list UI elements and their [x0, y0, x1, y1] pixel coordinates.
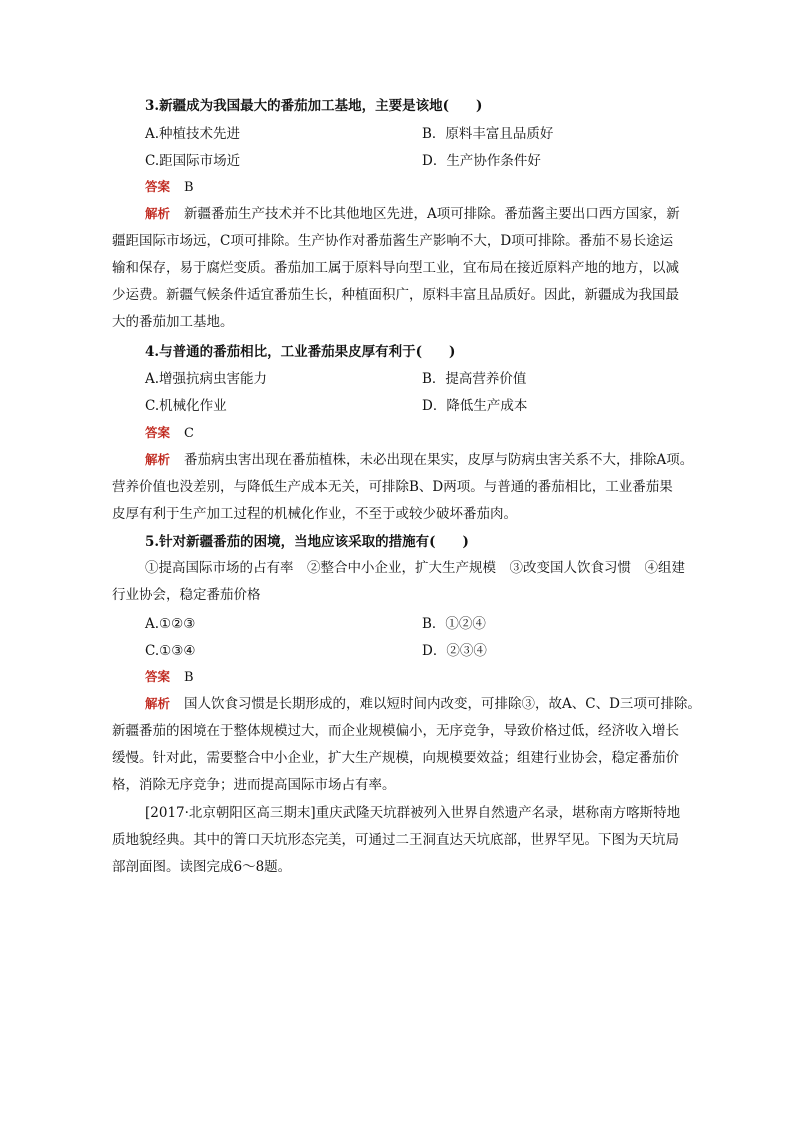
- intro-line: 部剖面图。读图完成6～8题。: [112, 859, 292, 875]
- question-5-answer: [145, 667, 194, 688]
- analysis-label: 解析: [145, 452, 171, 467]
- question-5-analysis: [112, 690, 702, 799]
- analysis-line: 疆距国际市场远，C项可排除。生产协作对番茄酱生产影响不大，D项可排除。番茄不易长途运: [112, 233, 674, 249]
- question-3-option-a: A.种植技术先进: [145, 126, 241, 142]
- question-5-option-c: C.①③④: [145, 643, 196, 659]
- analysis-line: 输和保存，易于腐烂变质。番茄加工属于原料导向型工业，宜布局在接近原料产地的地方，以减: [112, 260, 679, 276]
- analysis-line: 新疆番茄生产技术并不比其他地区先进，A项可排除。番茄酱主要出口西方国家，新: [184, 206, 680, 222]
- question-4-answer: [145, 423, 194, 444]
- analysis-line: 皮厚有利于生产加工过程的机械化作业，不至于或较少破坏番茄肉。: [112, 506, 517, 522]
- answer-label: 答案: [145, 425, 171, 440]
- answer-value: B: [184, 180, 194, 195]
- analysis-line: 缓慢。针对此，需要整合中小企业，扩大生产规模，向规模要效益；组建行业协会，稳定番茄价: [112, 750, 679, 766]
- question-5-statements: [112, 555, 702, 609]
- analysis-label: 解析: [145, 206, 171, 221]
- question-3-stem: 3.新疆成为我国最大的番茄加工基地，主要是该地( ): [145, 98, 483, 114]
- analysis-line: 番茄病虫害出现在番茄植株，未必出现在果实，皮厚与防病虫害关系不大，排除A项。: [184, 452, 694, 468]
- question-3-answer: [145, 177, 194, 198]
- question-5-option-b: B．①②④: [422, 616, 486, 632]
- analysis-line: 新疆番茄的困境在于整体规模过大，而企业规模偏小，无序竞争，导致价格过低，经济收入增长: [112, 723, 679, 739]
- question-3-analysis: [112, 200, 702, 336]
- analysis-line: 格，消除无序竞争；进而提高国际市场占有率。: [112, 777, 396, 793]
- analysis-line: 大的番茄加工基地。: [112, 314, 234, 330]
- answer-label: 答案: [145, 669, 171, 684]
- question-4-option-a: A.增强抗病虫害能力: [145, 371, 268, 387]
- question-4-option-c: C.机械化作业: [145, 398, 227, 414]
- question-5-stem: 5.针对新疆番茄的困境，当地应该采取的措施有( ): [145, 534, 469, 550]
- question-5-option-a: A.①②③: [145, 616, 196, 632]
- question-3-option-d: D．生产协作条件好: [422, 153, 541, 169]
- analysis-line: 营养价值也没差别，与降低生产成本无关，可排除B、D两项。与普通的番茄相比，工业番茄果: [112, 479, 673, 495]
- question-4-stem: 4.与普通的番茄相比，工业番茄果皮厚有利于( ): [145, 344, 456, 360]
- question-3-option-b: B．原料丰富且品质好: [422, 126, 554, 142]
- answer-value: B: [184, 670, 194, 685]
- questions-6-8-intro: [112, 800, 702, 881]
- question-3-option-c: C.距国际市场近: [145, 153, 241, 169]
- question-5-option-d: D．②③④: [422, 643, 487, 659]
- intro-line: [2017·北京朝阳区高三期末]重庆武隆天坑群被列入世界自然遗产名录，堪称南方喀斯特地: [145, 805, 681, 821]
- analysis-line: 国人饮食习惯是长期形成的，难以短时间内改变，可排除③，故A、C、D三项可排除。: [184, 696, 701, 712]
- question-4-option-b: B．提高营养价值: [422, 371, 527, 387]
- question-4-analysis: [112, 446, 702, 528]
- analysis-label: 解析: [145, 696, 171, 711]
- intro-line: 质地貌经典。其中的箐口天坑形态完美，可通过二王洞直达天坑底部，世界罕见。下图为天坑局: [112, 832, 679, 848]
- statement-line: ①提高国际市场的占有率 ②整合中小企业，扩大生产规模 ③改变国人饮食习惯 ④组建: [145, 560, 685, 576]
- question-4-option-d: D．降低生产成本: [422, 398, 528, 414]
- analysis-line: 少运费。新疆气候条件适宜番茄生长，种植面积广，原料丰富且品质好。因此，新疆成为我国最: [112, 287, 679, 303]
- answer-label: 答案: [145, 179, 171, 194]
- statement-line: 行业协会，稳定番茄价格: [112, 587, 261, 603]
- answer-value: C: [184, 426, 194, 441]
